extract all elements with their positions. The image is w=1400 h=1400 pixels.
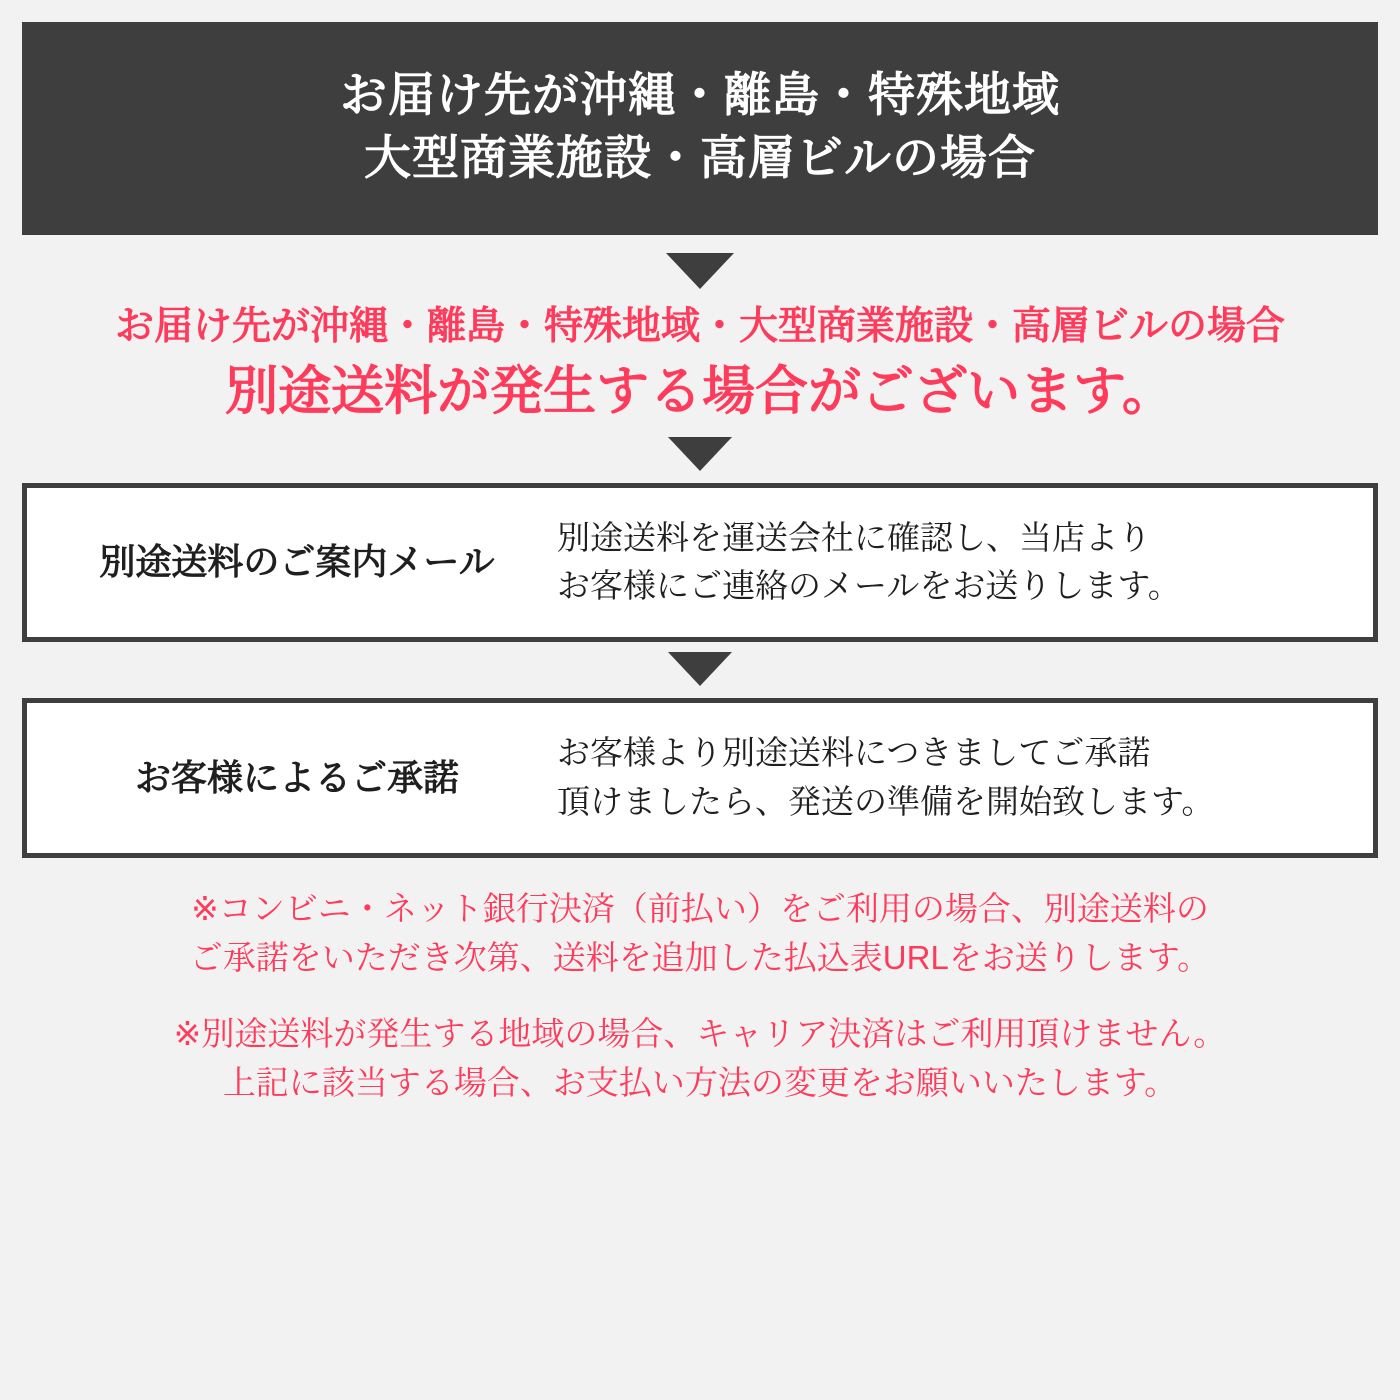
- note-2-line-1: ※別途送料が発生する地域の場合、キャリア決済はご利用頂けません。: [173, 1014, 1227, 1052]
- header-banner: [22, 22, 1378, 235]
- step-box-shipping-fee-email: [22, 483, 1378, 643]
- note-item-2: [22, 1009, 1378, 1108]
- notes-section: [22, 884, 1378, 1108]
- note-2-line-2: 上記に該当する場合、お支払い方法の変更をお願いいたします。: [222, 1064, 1178, 1102]
- header-title-line-2: 大型商業施設・高層ビルの場合: [364, 130, 1036, 184]
- note-1-line-2: ご承諾をいただき次第、送料を追加した払込表URLをお送りします。: [189, 939, 1211, 977]
- step-description-1-line-2: お客様にご連絡のメールをお送りします。: [557, 567, 1181, 605]
- down-arrow-icon-2: [668, 437, 732, 471]
- down-arrow-icon-1: [666, 253, 734, 289]
- header-title-line-1: お届け先が沖縄・離島・特殊地域: [340, 68, 1060, 121]
- down-arrow-icon-3: [668, 652, 732, 686]
- step-description-2: [557, 729, 1363, 827]
- step-description-2-line-2: 頂けましたら、発送の準備を開始致します。: [557, 783, 1215, 821]
- step-box-customer-approval: [22, 698, 1378, 858]
- note-1-line-1: ※コンビニ・ネット銀行決済（前払い）をご利用の場合、別途送料の: [191, 889, 1209, 927]
- note-item-1: [22, 884, 1378, 983]
- step-description-1-line-1: 別途送料を運送会社に確認し、当店より: [557, 518, 1151, 556]
- emphasis-block: [22, 303, 1378, 427]
- step-label-1: 別途送料のご案内メール: [99, 541, 495, 583]
- step-description-1: [557, 514, 1363, 612]
- step-description-2-line-1: お客様より別途送料につきましてご承諾: [557, 734, 1151, 772]
- emphasis-line-1: お届け先が沖縄・離島・特殊地域・大型商業施設・高層ビルの場合: [114, 305, 1285, 348]
- emphasis-line-2: 別途送料が発生する場合がございます。: [225, 361, 1175, 421]
- step-label-2: お客様によるご承諾: [134, 756, 459, 798]
